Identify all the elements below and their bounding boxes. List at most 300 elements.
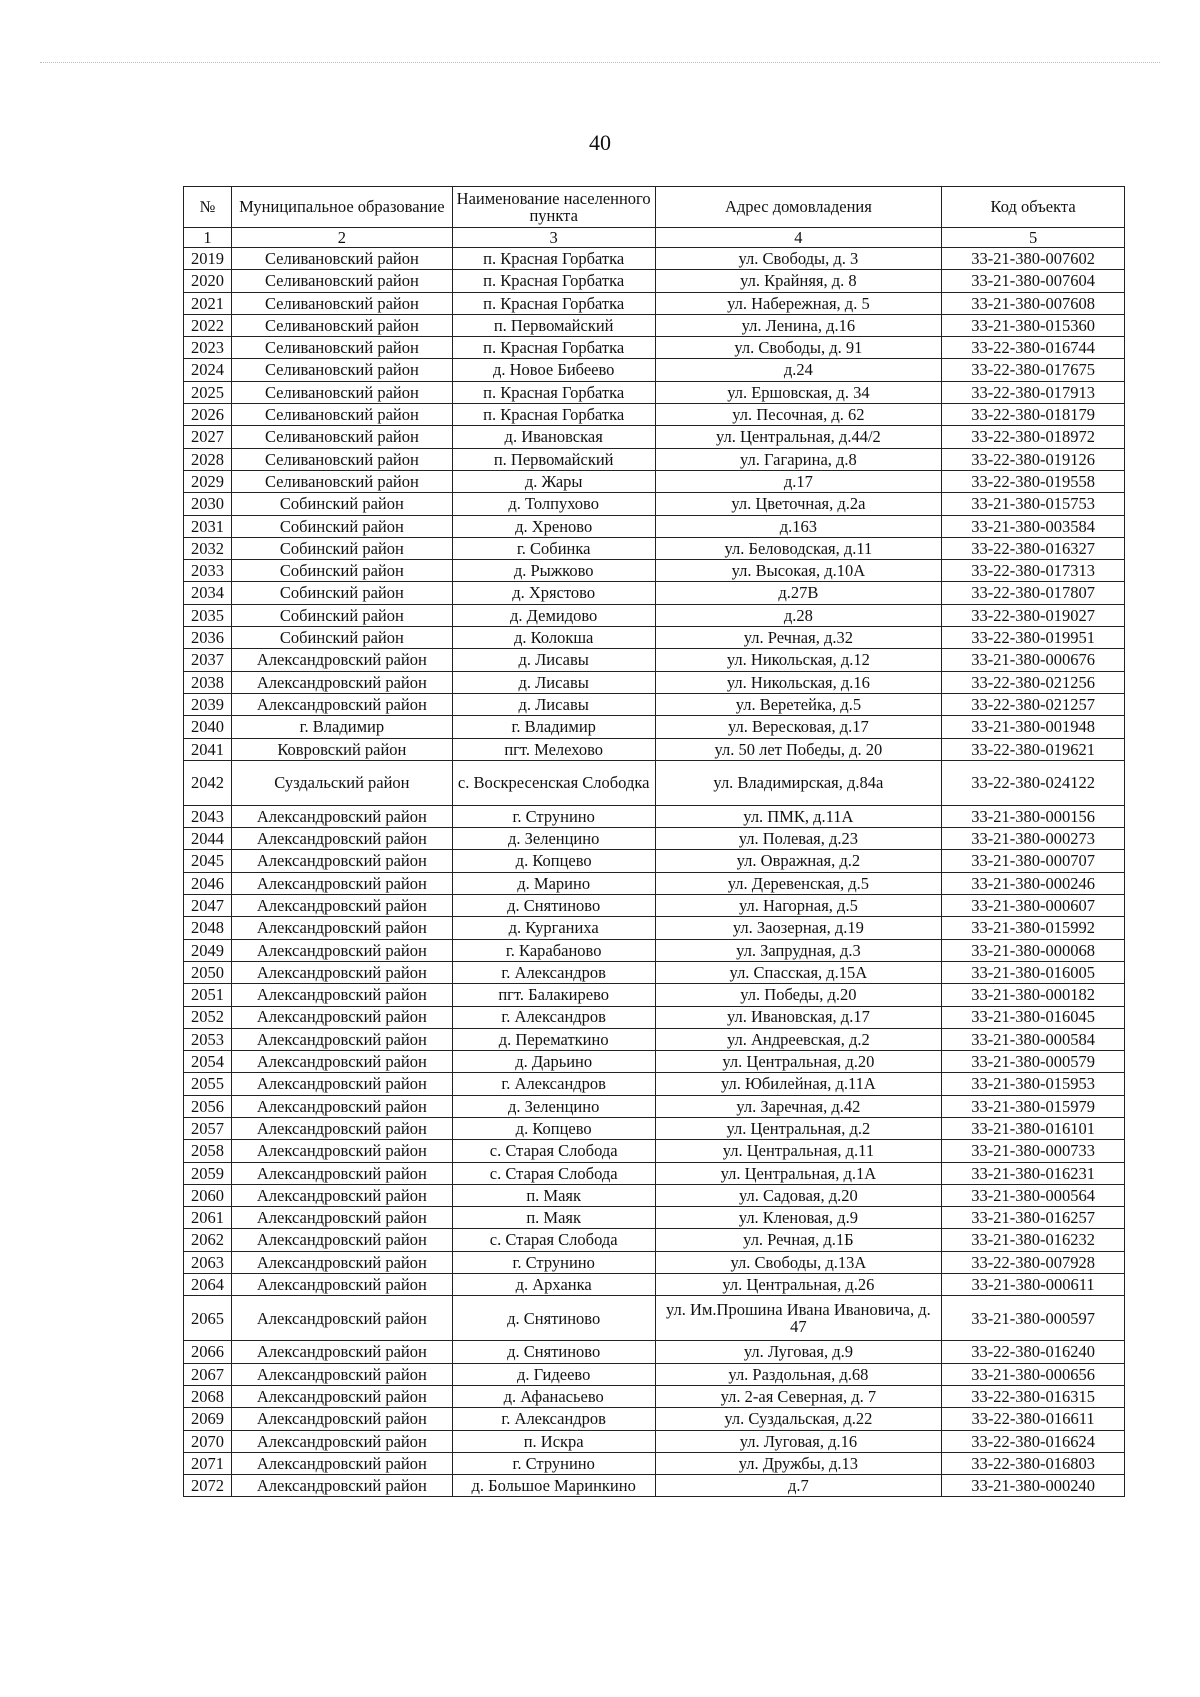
municipality-cell: Собинский район	[231, 493, 452, 515]
settlement-cell: д. Ивановская	[452, 426, 655, 448]
header-number: №	[184, 187, 232, 228]
municipality-cell: Суздальский район	[231, 760, 452, 805]
table-row	[184, 604, 1125, 626]
municipality-cell: Александровский район	[231, 1006, 452, 1028]
municipality-cell: Селивановский район	[231, 470, 452, 492]
row-number: 2053	[184, 1028, 232, 1050]
address-cell: ул. Речная, д.32	[655, 627, 942, 649]
address-cell: ул. Гагарина, д.8	[655, 448, 942, 470]
municipality-cell: Александровский район	[231, 1341, 452, 1363]
address-cell: ул. Спасская, д.15А	[655, 961, 942, 983]
table-row	[184, 1430, 1125, 1452]
settlement-cell: д. Колокша	[452, 627, 655, 649]
row-number: 2032	[184, 537, 232, 559]
row-number: 2066	[184, 1341, 232, 1363]
table-row	[184, 693, 1125, 715]
object-code-cell: 33-21-380-000182	[942, 984, 1125, 1006]
address-cell: ул. Центральная, д.11	[655, 1140, 942, 1162]
municipality-cell: Александровский район	[231, 1162, 452, 1184]
settlement-cell: п. Первомайский	[452, 314, 655, 336]
row-number: 2059	[184, 1162, 232, 1184]
table-row	[184, 337, 1125, 359]
table-row	[184, 1073, 1125, 1095]
table-row	[184, 850, 1125, 872]
object-code-cell: 33-21-380-016045	[942, 1006, 1125, 1028]
municipality-cell: Александровский район	[231, 1296, 452, 1341]
object-code-cell: 33-22-380-021257	[942, 693, 1125, 715]
settlement-cell: д. Дарьино	[452, 1051, 655, 1073]
row-number: 2028	[184, 448, 232, 470]
settlement-cell: д. Марино	[452, 872, 655, 894]
settlement-cell: с. Старая Слобода	[452, 1162, 655, 1184]
municipality-cell: Селивановский район	[231, 337, 452, 359]
address-cell: ул. Кленовая, д.9	[655, 1207, 942, 1229]
municipality-cell: Александровский район	[231, 1251, 452, 1273]
column-number: 5	[942, 228, 1125, 248]
table-row	[184, 470, 1125, 492]
object-code-cell: 33-21-380-015753	[942, 493, 1125, 515]
settlement-cell: д. Рыжково	[452, 560, 655, 582]
settlement-cell: д. Арханка	[452, 1274, 655, 1296]
object-code-cell: 33-21-380-001948	[942, 716, 1125, 738]
column-number: 2	[231, 228, 452, 248]
municipality-cell: Собинский район	[231, 515, 452, 537]
municipality-cell: Александровский район	[231, 872, 452, 894]
row-number: 2019	[184, 248, 232, 270]
address-cell: ул. Полевая, д.23	[655, 828, 942, 850]
settlement-cell: д. Толпухово	[452, 493, 655, 515]
settlement-cell: с. Воскресенская Слободка	[452, 760, 655, 805]
row-number: 2035	[184, 604, 232, 626]
header-municipality: Муниципальное образование	[231, 187, 452, 228]
row-number: 2022	[184, 314, 232, 336]
column-number: 4	[655, 228, 942, 248]
row-number: 2057	[184, 1117, 232, 1139]
settlement-cell: д. Хреново	[452, 515, 655, 537]
settlement-cell: д. Гидеево	[452, 1363, 655, 1385]
address-cell: д.24	[655, 359, 942, 381]
row-number: 2048	[184, 917, 232, 939]
municipality-cell: Александровский район	[231, 984, 452, 1006]
municipality-cell: Александровский район	[231, 1207, 452, 1229]
table-row	[184, 314, 1125, 336]
municipality-cell: Александровский район	[231, 939, 452, 961]
table-row	[184, 1095, 1125, 1117]
municipality-cell: Александровский район	[231, 1229, 452, 1251]
address-cell: ул. Им.Прошина Ивана Ивановича, д. 47	[655, 1296, 942, 1341]
municipality-cell: Александровский район	[231, 1274, 452, 1296]
municipality-cell: Александровский район	[231, 693, 452, 715]
municipality-cell: Ковровский район	[231, 738, 452, 760]
table-row	[184, 984, 1125, 1006]
settlement-cell: г. Струнино	[452, 805, 655, 827]
municipality-cell: Александровский район	[231, 895, 452, 917]
row-number: 2027	[184, 426, 232, 448]
municipality-cell: Александровский район	[231, 1363, 452, 1385]
table-row	[184, 1140, 1125, 1162]
object-code-cell: 33-21-380-000676	[942, 649, 1125, 671]
table-row	[184, 805, 1125, 827]
row-number: 2051	[184, 984, 232, 1006]
settlement-cell: с. Старая Слобода	[452, 1140, 655, 1162]
settlement-cell: д. Большое Маринкино	[452, 1475, 655, 1497]
object-code-cell: 33-22-380-016611	[942, 1408, 1125, 1430]
row-number: 2062	[184, 1229, 232, 1251]
settlement-cell: г. Александров	[452, 1408, 655, 1430]
address-cell: ул. Андреевская, д.2	[655, 1028, 942, 1050]
municipality-cell: Селивановский район	[231, 404, 452, 426]
municipality-cell: Александровский район	[231, 1452, 452, 1474]
object-code-cell: 33-21-380-000564	[942, 1184, 1125, 1206]
row-number: 2047	[184, 895, 232, 917]
settlement-cell: д. Снятиново	[452, 1296, 655, 1341]
row-number: 2039	[184, 693, 232, 715]
address-cell: ул. Заозерная, д.19	[655, 917, 942, 939]
row-number: 2060	[184, 1184, 232, 1206]
municipality-cell: Селивановский район	[231, 314, 452, 336]
settlement-cell: п. Красная Горбатка	[452, 248, 655, 270]
row-number: 2065	[184, 1296, 232, 1341]
settlement-cell: д. Хрястово	[452, 582, 655, 604]
column-numbers-row	[184, 228, 1125, 248]
municipality-cell: Александровский район	[231, 671, 452, 693]
settlement-cell: п. Красная Горбатка	[452, 270, 655, 292]
address-cell: ул. 2-ая Северная, д. 7	[655, 1385, 942, 1407]
municipality-cell: Александровский район	[231, 1028, 452, 1050]
municipality-cell: Александровский район	[231, 1140, 452, 1162]
object-code-cell: 33-22-380-016327	[942, 537, 1125, 559]
object-code-cell: 33-21-380-007608	[942, 292, 1125, 314]
object-code-cell: 33-22-380-017675	[942, 359, 1125, 381]
table-row	[184, 1051, 1125, 1073]
table-row	[184, 1452, 1125, 1474]
address-cell: ул. Ивановская, д.17	[655, 1006, 942, 1028]
object-code-cell: 33-22-380-016624	[942, 1430, 1125, 1452]
address-cell: ул. Набережная, д. 5	[655, 292, 942, 314]
municipality-cell: Селивановский район	[231, 292, 452, 314]
settlement-cell: д. Копцево	[452, 1117, 655, 1139]
object-code-cell: 33-21-380-000607	[942, 895, 1125, 917]
row-number: 2033	[184, 560, 232, 582]
object-code-cell: 33-21-380-016257	[942, 1207, 1125, 1229]
row-number: 2029	[184, 470, 232, 492]
row-number: 2050	[184, 961, 232, 983]
row-number: 2068	[184, 1385, 232, 1407]
table-row	[184, 649, 1125, 671]
settlement-cell: д. Курганиха	[452, 917, 655, 939]
municipality-cell: Александровский район	[231, 1051, 452, 1073]
object-code-cell: 33-22-380-007928	[942, 1251, 1125, 1273]
header-address: Адрес домовладения	[655, 187, 942, 228]
object-code-cell: 33-22-380-016240	[942, 1341, 1125, 1363]
object-code-cell: 33-21-380-016005	[942, 961, 1125, 983]
table-row	[184, 627, 1125, 649]
settlement-cell: г. Александров	[452, 961, 655, 983]
object-code-cell: 33-21-380-000584	[942, 1028, 1125, 1050]
row-number: 2061	[184, 1207, 232, 1229]
object-code-cell: 33-21-380-000273	[942, 828, 1125, 850]
municipality-cell: Александровский район	[231, 649, 452, 671]
row-number: 2064	[184, 1274, 232, 1296]
row-number: 2023	[184, 337, 232, 359]
address-cell: ул. Крайняя, д. 8	[655, 270, 942, 292]
object-code-cell: 33-21-380-000733	[942, 1140, 1125, 1162]
settlement-cell: п. Искра	[452, 1430, 655, 1452]
table-row	[184, 1117, 1125, 1139]
municipality-cell: Собинский район	[231, 582, 452, 604]
settlement-cell: п. Маяк	[452, 1184, 655, 1206]
header-settlement: Наименование населенного пункта	[452, 187, 655, 228]
table-row	[184, 404, 1125, 426]
row-number: 2025	[184, 381, 232, 403]
address-cell: ул. Владимирская, д.84а	[655, 760, 942, 805]
municipality-cell: Александровский район	[231, 828, 452, 850]
object-code-cell: 33-21-380-016232	[942, 1229, 1125, 1251]
row-number: 2049	[184, 939, 232, 961]
table-row	[184, 515, 1125, 537]
settlement-cell: с. Старая Слобода	[452, 1229, 655, 1251]
municipality-cell: Александровский район	[231, 1430, 452, 1452]
object-code-cell: 33-22-380-024122	[942, 760, 1125, 805]
row-number: 2056	[184, 1095, 232, 1117]
settlement-cell: д. Демидово	[452, 604, 655, 626]
address-cell: ул. ПМК, д.11А	[655, 805, 942, 827]
settlement-cell: д. Зеленцино	[452, 1095, 655, 1117]
address-cell: ул. Веретейка, д.5	[655, 693, 942, 715]
object-code-cell: 33-22-380-019951	[942, 627, 1125, 649]
table-row	[184, 671, 1125, 693]
table-row	[184, 292, 1125, 314]
table-row	[184, 939, 1125, 961]
row-number: 2044	[184, 828, 232, 850]
municipality-cell: Александровский район	[231, 1475, 452, 1497]
row-number: 2036	[184, 627, 232, 649]
municipality-cell: Александровский район	[231, 961, 452, 983]
object-code-cell: 33-22-380-017913	[942, 381, 1125, 403]
settlement-cell: д. Перематкино	[452, 1028, 655, 1050]
row-number: 2063	[184, 1251, 232, 1273]
settlement-cell: п. Первомайский	[452, 448, 655, 470]
settlement-cell: г. Струнино	[452, 1452, 655, 1474]
table-row	[184, 1028, 1125, 1050]
address-cell: ул. Свободы, д. 91	[655, 337, 942, 359]
object-code-cell: 33-22-380-016744	[942, 337, 1125, 359]
object-code-cell: 33-21-380-000240	[942, 1475, 1125, 1497]
settlement-cell: п. Красная Горбатка	[452, 292, 655, 314]
row-number: 2038	[184, 671, 232, 693]
table-row	[184, 1274, 1125, 1296]
address-cell: ул. Луговая, д.16	[655, 1430, 942, 1452]
row-number: 2020	[184, 270, 232, 292]
address-cell: ул. 50 лет Победы, д. 20	[655, 738, 942, 760]
row-number: 2037	[184, 649, 232, 671]
row-number: 2041	[184, 738, 232, 760]
settlement-cell: г. Александров	[452, 1006, 655, 1028]
municipality-cell: Собинский район	[231, 560, 452, 582]
address-cell: ул. Центральная, д.2	[655, 1117, 942, 1139]
address-cell: ул. Луговая, д.9	[655, 1341, 942, 1363]
settlement-cell: п. Маяк	[452, 1207, 655, 1229]
table-header-row	[184, 187, 1125, 228]
row-number: 2046	[184, 872, 232, 894]
table-row	[184, 895, 1125, 917]
table-row	[184, 270, 1125, 292]
address-cell: ул. Овражная, д.2	[655, 850, 942, 872]
address-cell: ул. Деревенская, д.5	[655, 872, 942, 894]
municipality-cell: Александровский район	[231, 1073, 452, 1095]
settlement-cell: д. Зеленцино	[452, 828, 655, 850]
object-code-cell: 33-21-380-015979	[942, 1095, 1125, 1117]
header-object-code: Код объекта	[942, 187, 1125, 228]
table-row	[184, 738, 1125, 760]
row-number: 2026	[184, 404, 232, 426]
address-cell: ул. Центральная, д.1А	[655, 1162, 942, 1184]
settlement-cell: п. Красная Горбатка	[452, 381, 655, 403]
table-row	[184, 1162, 1125, 1184]
row-number: 2040	[184, 716, 232, 738]
object-code-cell: 33-21-380-015992	[942, 917, 1125, 939]
table-row	[184, 872, 1125, 894]
municipality-cell: Александровский район	[231, 850, 452, 872]
municipality-cell: Селивановский район	[231, 248, 452, 270]
address-cell: д.28	[655, 604, 942, 626]
row-number: 2052	[184, 1006, 232, 1028]
object-code-cell: 33-21-380-015953	[942, 1073, 1125, 1095]
row-number: 2045	[184, 850, 232, 872]
object-code-cell: 33-22-380-017313	[942, 560, 1125, 582]
row-number: 2031	[184, 515, 232, 537]
address-cell: ул. Запрудная, д.3	[655, 939, 942, 961]
municipality-cell: Собинский район	[231, 604, 452, 626]
municipality-cell: Александровский район	[231, 1184, 452, 1206]
settlement-cell: д. Снятиново	[452, 1341, 655, 1363]
object-code-cell: 33-22-380-021256	[942, 671, 1125, 693]
municipality-cell: Александровский район	[231, 1095, 452, 1117]
object-code-cell: 33-21-380-000579	[942, 1051, 1125, 1073]
object-code-cell: 33-21-380-000068	[942, 939, 1125, 961]
table-row	[184, 1184, 1125, 1206]
address-cell: ул. Беловодская, д.11	[655, 537, 942, 559]
object-code-cell: 33-22-380-016803	[942, 1452, 1125, 1474]
address-cell: ул. Центральная, д.26	[655, 1274, 942, 1296]
settlement-cell: п. Красная Горбатка	[452, 337, 655, 359]
address-cell: ул. Дружбы, д.13	[655, 1452, 942, 1474]
address-cell: ул. Высокая, д.10А	[655, 560, 942, 582]
row-number: 2030	[184, 493, 232, 515]
table-row	[184, 1296, 1125, 1341]
table-row	[184, 1251, 1125, 1273]
table-row	[184, 359, 1125, 381]
address-cell: д.27В	[655, 582, 942, 604]
object-code-cell: 33-21-380-015360	[942, 314, 1125, 336]
address-cell: ул. Ершовская, д. 34	[655, 381, 942, 403]
municipality-cell: г. Владимир	[231, 716, 452, 738]
object-code-cell: 33-21-380-007602	[942, 248, 1125, 270]
object-code-cell: 33-22-380-019027	[942, 604, 1125, 626]
row-number: 2071	[184, 1452, 232, 1474]
address-cell: ул. Садовая, д.20	[655, 1184, 942, 1206]
address-cell: ул. Центральная, д.20	[655, 1051, 942, 1073]
settlement-cell: д. Копцево	[452, 850, 655, 872]
table-row	[184, 493, 1125, 515]
address-cell: ул. Вересковая, д.17	[655, 716, 942, 738]
table-row	[184, 248, 1125, 270]
settlement-cell: д. Жары	[452, 470, 655, 492]
table-row	[184, 760, 1125, 805]
settlement-cell: пгт. Мелехово	[452, 738, 655, 760]
row-number: 2069	[184, 1408, 232, 1430]
table-row	[184, 1385, 1125, 1407]
settlement-cell: п. Красная Горбатка	[452, 404, 655, 426]
address-cell: ул. Цветочная, д.2а	[655, 493, 942, 515]
address-cell: ул. Никольская, д.12	[655, 649, 942, 671]
settlement-cell: д. Афанасьево	[452, 1385, 655, 1407]
object-code-cell: 33-21-380-000156	[942, 805, 1125, 827]
object-code-cell: 33-22-380-018972	[942, 426, 1125, 448]
object-code-cell: 33-21-380-016101	[942, 1117, 1125, 1139]
row-number: 2021	[184, 292, 232, 314]
table-row	[184, 537, 1125, 559]
municipality-cell: Александровский район	[231, 1385, 452, 1407]
table-row	[184, 1006, 1125, 1028]
municipality-cell: Селивановский район	[231, 381, 452, 403]
address-cell: ул. Заречная, д.42	[655, 1095, 942, 1117]
address-cell: д.7	[655, 1475, 942, 1497]
table-row	[184, 961, 1125, 983]
address-cell: ул. Свободы, д.13А	[655, 1251, 942, 1273]
municipality-cell: Собинский район	[231, 537, 452, 559]
object-code-cell: 33-21-380-000611	[942, 1274, 1125, 1296]
scan-artifact-line	[40, 62, 1160, 63]
address-cell: ул. Победы, д.20	[655, 984, 942, 1006]
row-number: 2054	[184, 1051, 232, 1073]
settlement-cell: г. Александров	[452, 1073, 655, 1095]
address-cell: ул. Раздольная, д.68	[655, 1363, 942, 1385]
address-cell: ул. Суздальская, д.22	[655, 1408, 942, 1430]
settlement-cell: д. Лисавы	[452, 649, 655, 671]
column-number: 1	[184, 228, 232, 248]
table-row	[184, 1207, 1125, 1229]
row-number: 2072	[184, 1475, 232, 1497]
object-code-cell: 33-22-380-019558	[942, 470, 1125, 492]
municipality-cell: Александровский район	[231, 917, 452, 939]
object-code-cell: 33-22-380-017807	[942, 582, 1125, 604]
municipality-cell: Селивановский район	[231, 359, 452, 381]
settlement-cell: д. Лисавы	[452, 671, 655, 693]
column-number: 3	[452, 228, 655, 248]
address-cell: ул. Песочная, д. 62	[655, 404, 942, 426]
table-row	[184, 1475, 1125, 1497]
object-code-cell: 33-21-380-003584	[942, 515, 1125, 537]
address-cell: ул. Нагорная, д.5	[655, 895, 942, 917]
registry-table	[183, 186, 1125, 1497]
table-row	[184, 560, 1125, 582]
settlement-cell: г. Собинка	[452, 537, 655, 559]
table-row	[184, 828, 1125, 850]
table-row	[184, 716, 1125, 738]
row-number: 2034	[184, 582, 232, 604]
object-code-cell: 33-22-380-019126	[942, 448, 1125, 470]
object-code-cell: 33-21-380-000707	[942, 850, 1125, 872]
row-number: 2055	[184, 1073, 232, 1095]
object-code-cell: 33-21-380-000656	[942, 1363, 1125, 1385]
municipality-cell: Александровский район	[231, 1408, 452, 1430]
table-row	[184, 426, 1125, 448]
municipality-cell: Селивановский район	[231, 270, 452, 292]
address-cell: ул. Никольская, д.16	[655, 671, 942, 693]
settlement-cell: д. Новое Бибеево	[452, 359, 655, 381]
object-code-cell: 33-21-380-000597	[942, 1296, 1125, 1341]
